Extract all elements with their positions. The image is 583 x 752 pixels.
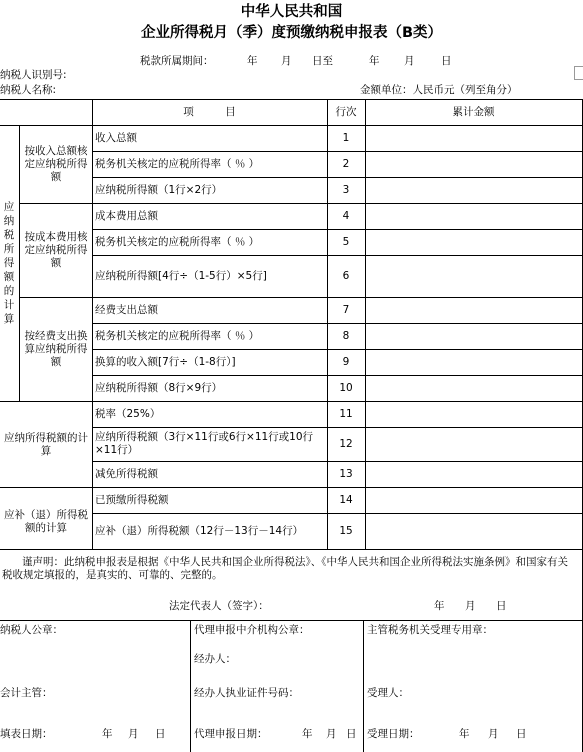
receive-date-year: 年 xyxy=(459,728,470,740)
row-item: 收入总额 xyxy=(95,131,137,144)
period-start-month: 月 xyxy=(281,55,292,67)
group-cost-label: 按成本费用核定应纳税所得额 xyxy=(24,230,88,269)
row-item: 税务机关核定的应税所得率（ ％ ） xyxy=(95,157,260,170)
declaration-text: 谨声明：此纳税申报表是根据《中华人民共和国企业所得税法》、《中华人民共和国企业所得税法实施条例》和国家有关税收规定填报的，是真实的、可靠的、完整的。 xyxy=(2,556,568,581)
row-number: 7 xyxy=(342,303,350,316)
row-item: 换算的收入额[7行÷（1-8行）] xyxy=(95,355,236,368)
receive-date-label: 受理日期： xyxy=(367,728,420,740)
legal-rep-year: 年 xyxy=(434,600,445,612)
header-item: 项 目 xyxy=(183,105,236,118)
amount-field[interactable] xyxy=(366,324,582,349)
legal-rep-month: 月 xyxy=(465,600,476,612)
legal-rep-signature-field[interactable] xyxy=(290,598,420,614)
tax-authority-seal-label: 主管税务机关受理专用章： xyxy=(367,624,493,636)
footer-col-divider xyxy=(363,620,364,752)
amount-field[interactable] xyxy=(366,488,582,513)
amount-field[interactable] xyxy=(366,298,582,323)
row-item: 应纳税所得额（1行×2行） xyxy=(95,183,223,196)
amount-field[interactable] xyxy=(366,428,582,461)
period-label: 税款所属期间： xyxy=(140,55,214,67)
section-taxable-income-label: 应纳税所得额的计算 xyxy=(3,201,15,325)
row-number: 14 xyxy=(339,493,353,506)
amount-field[interactable] xyxy=(366,178,582,203)
receive-date-day: 日 xyxy=(516,728,527,740)
row-number: 15 xyxy=(339,524,353,537)
taxpayer-id-label: 纳税人识别号: xyxy=(0,69,67,81)
currency-unit-note: 金额单位：人民币元（列至角分） xyxy=(360,84,518,96)
row-number: 10 xyxy=(339,381,353,394)
fill-date-day: 日 xyxy=(155,728,166,740)
handler-label: 经办人： xyxy=(194,653,236,665)
handler-cert-label: 经办人执业证件号码： xyxy=(194,687,299,699)
period-end-year: 年 xyxy=(369,55,380,67)
section-tax-due-label: 应补（退）所得税额的计算 xyxy=(4,509,88,534)
row-number: 13 xyxy=(339,467,353,480)
col-divider xyxy=(92,99,93,549)
receive-date-month: 月 xyxy=(488,728,499,740)
row-number: 11 xyxy=(339,407,353,420)
legal-rep-day: 日 xyxy=(496,600,507,612)
accountant-label: 会计主管： xyxy=(0,687,53,699)
period-end-day: 日 xyxy=(441,55,452,67)
row-number: 4 xyxy=(342,209,350,222)
row-item: 应纳税所得额[4行÷（1-5行）×5行] xyxy=(95,269,267,282)
amount-field[interactable] xyxy=(366,376,582,401)
group-revenue-label: 按收入总额核定应纳税所得额 xyxy=(24,144,88,183)
period-end-month: 月 xyxy=(404,55,415,67)
table-bottom-border xyxy=(0,549,583,550)
row-item: 税务机关核定的应税所得率（ ％ ） xyxy=(95,329,260,342)
row-number: 1 xyxy=(342,131,350,144)
taxpayer-name-label: 纳税人名称: xyxy=(0,84,57,96)
form-title-country: 中华人民共和国 xyxy=(240,4,343,20)
col-divider xyxy=(19,125,20,401)
agent-seal-label: 代理申报中介机构公章： xyxy=(194,624,310,636)
row-number: 3 xyxy=(342,183,350,196)
header-cumulative-amount: 累计金额 xyxy=(452,105,495,118)
period-start-year: 年 xyxy=(247,55,258,67)
row-item: 成本费用总额 xyxy=(95,209,158,222)
row-number: 9 xyxy=(342,355,350,368)
amount-field[interactable] xyxy=(366,230,582,255)
agent-date-label: 代理申报日期： xyxy=(194,728,268,740)
receiver-label: 受理人： xyxy=(367,687,409,699)
form-title: 企业所得税月（季）度预缴纳税申报表（B类） xyxy=(140,25,443,41)
row-number: 6 xyxy=(342,269,350,282)
fill-date-year: 年 xyxy=(102,728,113,740)
row-item: 应补（退）所得税额（12行－13行－14行） xyxy=(95,524,304,537)
amount-field[interactable] xyxy=(366,204,582,229)
amount-field[interactable] xyxy=(366,256,582,297)
legal-rep-label: 法定代表人（签字）： xyxy=(169,600,269,612)
row-item: 应纳税所得额（8行×9行） xyxy=(95,381,223,394)
row-item: 应纳所得税额（3行×11行或6行×11行或10行×11行） xyxy=(95,431,314,456)
row-item: 减免所得税额 xyxy=(95,467,158,480)
row-number: 5 xyxy=(342,235,350,248)
row-item: 税率（25%） xyxy=(95,407,161,420)
cell-edge-marker xyxy=(574,66,583,80)
fill-date-label: 填表日期： xyxy=(0,728,53,740)
amount-field[interactable] xyxy=(366,462,582,487)
row-item: 经费支出总额 xyxy=(95,303,158,316)
amount-field[interactable] xyxy=(366,402,582,427)
group-expense-label: 按经费支出换算应纳税所得额 xyxy=(24,329,88,368)
footer-col-divider xyxy=(190,620,191,752)
row-number: 8 xyxy=(342,329,350,342)
footer-top-border xyxy=(0,620,583,621)
row-item: 税务机关核定的应税所得率（ ％ ） xyxy=(95,235,260,248)
row-number: 12 xyxy=(339,437,353,450)
row-item: 已预缴所得税额 xyxy=(95,493,169,506)
agent-date-month: 月 xyxy=(326,728,337,740)
header-row-number: 行次 xyxy=(335,105,357,118)
section-tax-payable-label: 应纳所得税额的计算 xyxy=(4,432,88,457)
row-number: 2 xyxy=(342,157,350,170)
fill-date-month: 月 xyxy=(128,728,139,740)
taxpayer-seal-label: 纳税人公章： xyxy=(0,624,63,636)
agent-date-year: 年 xyxy=(302,728,313,740)
agent-date-day: 日 xyxy=(346,728,357,740)
period-start-day: 日至 xyxy=(312,55,333,67)
amount-field[interactable] xyxy=(366,514,582,549)
amount-field[interactable] xyxy=(366,152,582,177)
amount-field[interactable] xyxy=(366,126,582,151)
amount-field[interactable] xyxy=(366,350,582,375)
